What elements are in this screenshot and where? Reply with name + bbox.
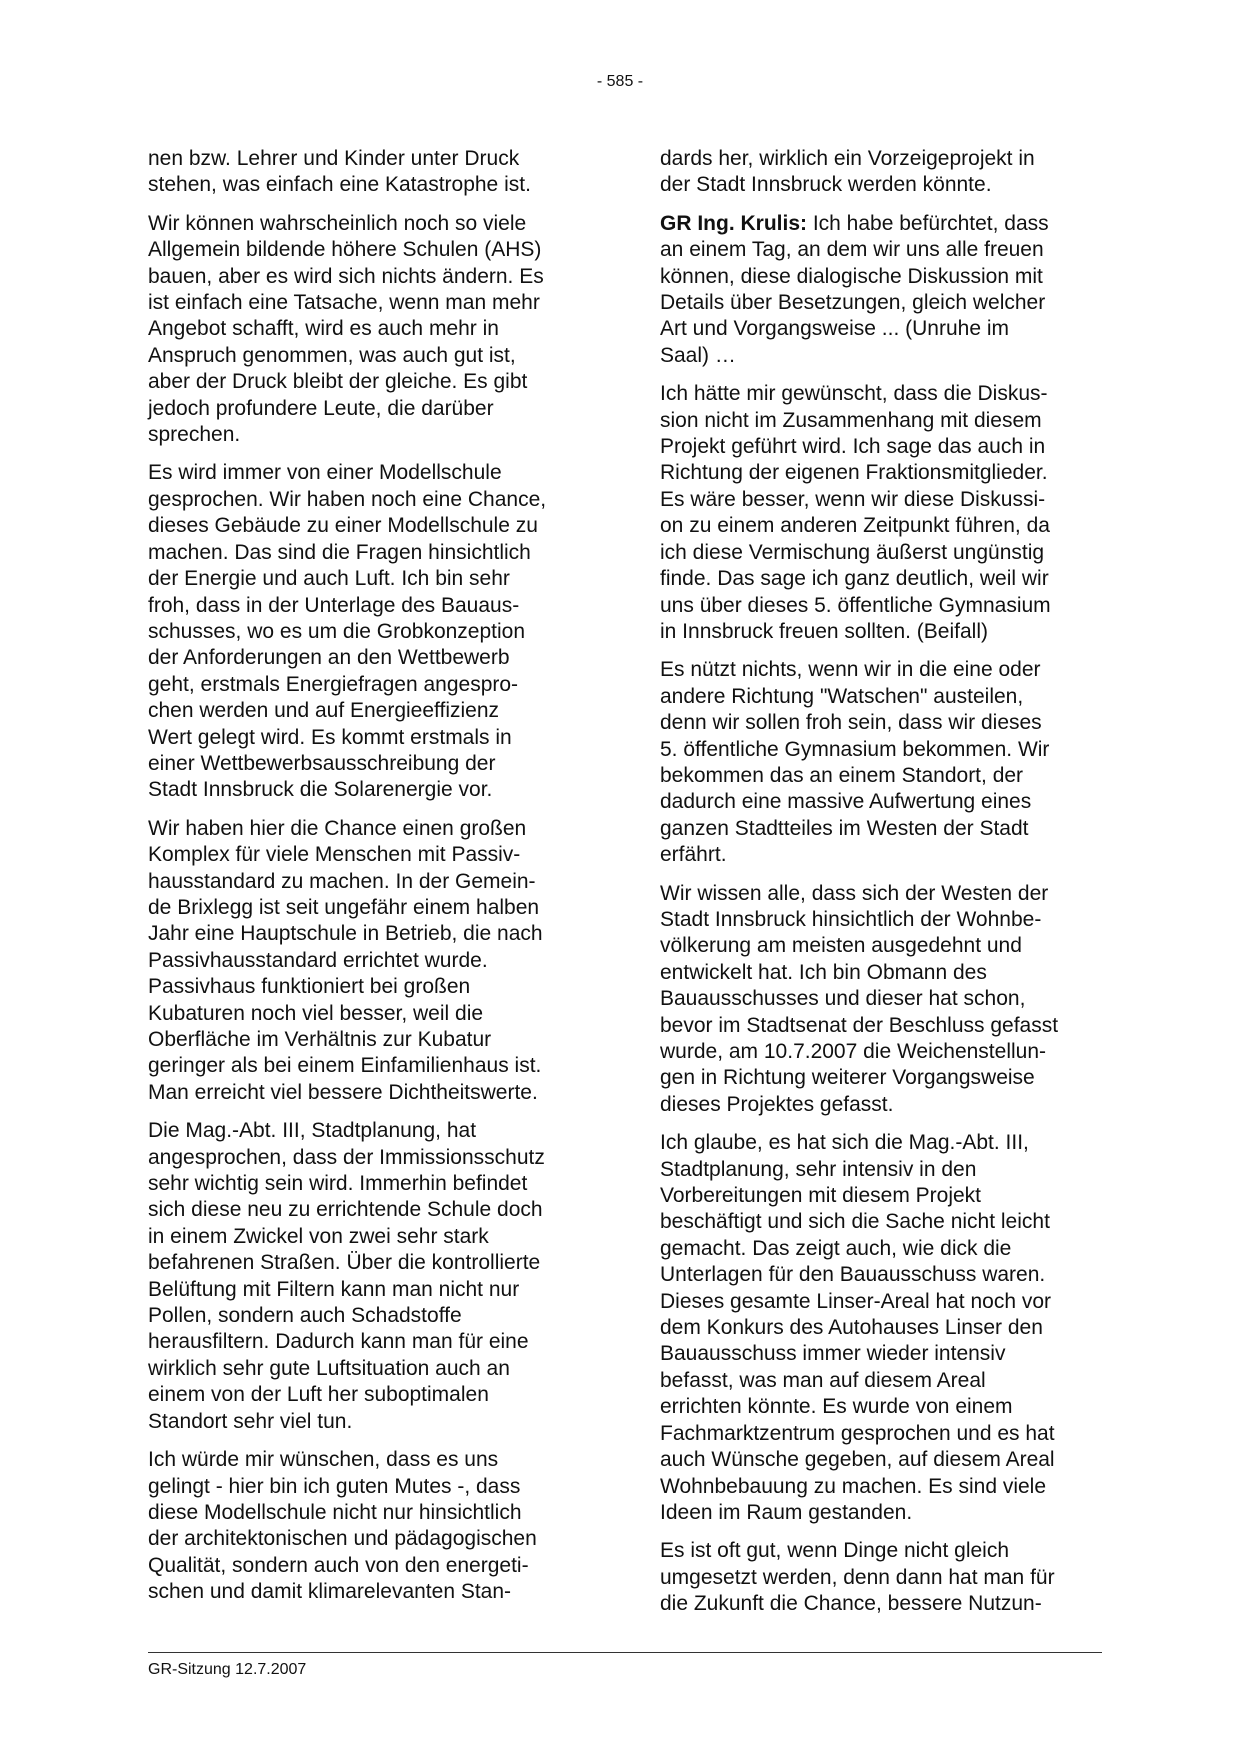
text-line: Standort sehr viel tun. bbox=[148, 1409, 353, 1433]
text-line: Kubaturen noch viel besser, weil die bbox=[148, 1001, 484, 1025]
speaker-name: GR Ing. Krulis: bbox=[660, 211, 807, 235]
text-line: in Innsbruck freuen sollten. (Beifall) bbox=[660, 619, 988, 643]
text-line: sich diese neu zu errichtende Schule doch bbox=[148, 1198, 543, 1222]
text-line: Anspruch genommen, was auch gut ist, bbox=[148, 343, 516, 367]
text-line: Unterlagen für den Bauausschuss waren. bbox=[660, 1263, 1046, 1287]
text-line: befahrenen Straßen. Über die kontrollierte bbox=[148, 1251, 541, 1275]
text-line: Bauausschusses und dieser hat schon, bbox=[660, 987, 1026, 1011]
text-line: froh, dass in der Unterlage des Bauaus- bbox=[148, 593, 520, 617]
text-line: herausfiltern. Dadurch kann man für eine bbox=[148, 1330, 529, 1354]
paragraph bbox=[660, 1538, 1100, 1617]
text-line: Richtung der eigenen Fraktionsmitglieder. bbox=[660, 461, 1048, 485]
footer-divider bbox=[148, 1652, 1102, 1653]
text-line: bauen, aber es wird sich nichts ändern. Es bbox=[148, 264, 544, 288]
text-line: dards her, wirklich ein Vorzeigeprojekt in bbox=[660, 147, 1035, 170]
text-line: 5. öffentliche Gymnasium bekommen. Wir bbox=[660, 737, 1050, 761]
text-line: Stadtplanung, sehr intensiv in den bbox=[660, 1157, 977, 1181]
text-line: erfährt. bbox=[660, 843, 727, 867]
text-line: befasst, was man auf diesem Areal bbox=[660, 1368, 986, 1392]
text-line: schen und damit klimarelevanten Stan- bbox=[148, 1580, 512, 1604]
text-line: hausstandard zu machen. In der Gemein- bbox=[148, 869, 536, 893]
footer-text: GR-Sitzung 12.7.2007 bbox=[148, 1661, 307, 1678]
text-line: dadurch eine massive Aufwertung eines bbox=[660, 790, 1032, 814]
text-line: gemacht. Das zeigt auch, wie dick die bbox=[660, 1236, 1012, 1260]
text-line: sprechen. bbox=[148, 423, 241, 447]
text-line: Es nützt nichts, wenn wir in die eine oder bbox=[660, 658, 1041, 682]
text-line: Vorbereitungen mit diesem Projekt bbox=[660, 1184, 981, 1208]
text-line: Qualität, sondern auch von den energeti- bbox=[148, 1553, 529, 1577]
text-line: nen bzw. Lehrer und Kinder unter Druck bbox=[148, 147, 520, 170]
text-line: an einem Tag, an dem wir uns alle freuen bbox=[660, 238, 1044, 262]
text-line: Ideen im Raum gestanden. bbox=[660, 1500, 913, 1524]
text-line: Die Mag.-Abt. III, Stadtplanung, hat bbox=[148, 1119, 477, 1143]
text-line: dieses Projektes gefasst. bbox=[660, 1092, 894, 1116]
text-line: denn wir sollen froh sein, dass wir dieses bbox=[660, 711, 1042, 735]
text-line: schusses, wo es um die Grobkonzeption bbox=[148, 619, 526, 643]
text-line: Komplex für viele Menschen mit Passiv- bbox=[148, 843, 521, 867]
paragraph bbox=[148, 460, 588, 803]
text-line: einer Wettbewerbsausschreibung der bbox=[148, 751, 496, 775]
paragraph bbox=[148, 211, 588, 449]
text-line: dieses Gebäude zu einer Modellschule zu bbox=[148, 514, 538, 538]
text-line: geringer als bei einem Einfamilienhaus ist. bbox=[148, 1054, 542, 1078]
text-line: sehr wichtig sein wird. Immerhin befindet bbox=[148, 1172, 528, 1196]
text-line: wirklich sehr gute Luftsituation auch an bbox=[148, 1356, 510, 1380]
text-line: Details über Besetzungen, gleich welcher bbox=[660, 291, 1046, 315]
text-line: on zu einem anderen Zeitpunkt führen, da bbox=[660, 514, 1050, 538]
paragraph bbox=[660, 881, 1100, 1119]
text-line: einem von der Luft her suboptimalen bbox=[148, 1383, 489, 1407]
right-column bbox=[660, 146, 1100, 1630]
text-line: Pollen, sondern auch Schadstoffe bbox=[148, 1304, 462, 1328]
speaker-paragraph bbox=[660, 211, 1100, 369]
text-line: völkerung am meisten ausgedehnt und bbox=[660, 934, 1022, 958]
left-column bbox=[148, 146, 588, 1618]
text-line: sion nicht im Zusammenhang mit diesem bbox=[660, 408, 1042, 432]
text-line: Ich hätte mir gewünscht, dass die Diskus- bbox=[660, 382, 1048, 406]
text-line: gesprochen. Wir haben noch eine Chance, bbox=[148, 487, 547, 511]
text-line: entwickelt hat. Ich bin Obmann des bbox=[660, 960, 987, 984]
paragraph bbox=[148, 1118, 588, 1435]
text-line: jedoch profundere Leute, die darüber bbox=[148, 396, 494, 420]
paragraph bbox=[660, 657, 1100, 868]
text-line: Wohnbebauung zu machen. Es sind viele bbox=[660, 1474, 1047, 1498]
text-line: Saal) … bbox=[660, 343, 736, 367]
text-line: der Energie und auch Luft. Ich bin sehr bbox=[148, 567, 510, 591]
text-line: umgesetzt werden, denn dann hat man für bbox=[660, 1565, 1055, 1589]
text-line: Es ist oft gut, wenn Dinge nicht gleich bbox=[660, 1539, 1010, 1563]
text-line: Stadt Innsbruck die Solarenergie vor. bbox=[148, 778, 493, 802]
text-line: Projekt geführt wird. Ich sage das auch in bbox=[660, 435, 1046, 459]
text-line: der Stadt Innsbruck werden könnte. bbox=[660, 173, 992, 197]
text-line: gen in Richtung weiterer Vorgangsweise bbox=[660, 1066, 1035, 1090]
text-line: dem Konkurs des Autohauses Linser den bbox=[660, 1316, 1043, 1340]
text-line: ich diese Vermischung äußerst ungünstig bbox=[660, 540, 1045, 564]
text-line: Dieses gesamte Linser-Areal hat noch vor bbox=[660, 1289, 1052, 1313]
text-line: der Anforderungen an den Wettbewerb bbox=[148, 646, 510, 670]
text-line: die Zukunft die Chance, bessere Nutzun- bbox=[660, 1592, 1042, 1616]
text-line: stehen, was einfach eine Katastrophe ist. bbox=[148, 173, 531, 197]
text-line: machen. Das sind die Fragen hinsichtlich bbox=[148, 540, 531, 564]
text-line: Art und Vorgangsweise ... (Unruhe im bbox=[660, 317, 1010, 341]
text-line: finde. Das sage ich ganz deutlich, weil wir bbox=[660, 567, 1049, 591]
text-line: uns über dieses 5. öffentliche Gymnasium bbox=[660, 593, 1051, 617]
page-number: - 585 - bbox=[596, 73, 644, 90]
text-line: ganzen Stadtteiles im Westen der Stadt bbox=[660, 816, 1029, 840]
text-line: Angebot schafft, wird es auch mehr in bbox=[148, 317, 499, 341]
text-line: diese Modellschule nicht nur hinsichtlich bbox=[148, 1500, 522, 1524]
text-line: können, diese dialogische Diskussion mit bbox=[660, 264, 1043, 288]
text-line: Wir wissen alle, dass sich der Westen der bbox=[660, 881, 1049, 905]
text-line: Fachmarktzentrum gesprochen und es hat bbox=[660, 1421, 1055, 1445]
text-line bbox=[660, 211, 1100, 237]
text-line: Stadt Innsbruck hinsichtlich der Wohnbe- bbox=[660, 907, 1042, 931]
text-line: auch Wünsche gegeben, auf diesem Areal bbox=[660, 1448, 1055, 1472]
text-line: Jahr eine Hauptschule in Betrieb, die nach bbox=[148, 922, 543, 946]
text-line: Bauausschuss immer wieder intensiv bbox=[660, 1342, 1006, 1366]
text-line: bevor im Stadtsenat der Beschluss gefasst bbox=[660, 1013, 1059, 1037]
paragraph bbox=[660, 381, 1100, 645]
text-line: Es wäre besser, wenn wir diese Diskussi- bbox=[660, 487, 1046, 511]
text-line: beschäftigt und sich die Sache nicht leicht bbox=[660, 1210, 1050, 1234]
text-line: Passivhausstandard errichtet wurde. bbox=[148, 948, 488, 972]
text-line: Passivhaus funktioniert bei großen bbox=[148, 975, 471, 999]
text-line: Wert gelegt wird. Es kommt erstmals in bbox=[148, 725, 512, 749]
paragraph bbox=[660, 146, 1100, 199]
text-line: Ich würde mir wünschen, dass es uns bbox=[148, 1448, 499, 1472]
text-line: aber der Druck bleibt der gleiche. Es gibt bbox=[148, 370, 528, 394]
text-line: ist einfach eine Tatsache, wenn man mehr bbox=[148, 291, 540, 315]
text-line: Man erreicht viel bessere Dichtheitswerte. bbox=[148, 1080, 538, 1104]
text-line: de Brixlegg ist seit ungefähr einem halben bbox=[148, 895, 540, 919]
text-line: Wir können wahrscheinlich noch so viele bbox=[148, 211, 527, 235]
text-line: chen werden und auf Energieeffizienz bbox=[148, 699, 500, 723]
text-line: errichten könnte. Es wurde von einem bbox=[660, 1395, 1013, 1419]
text-line: Belüftung mit Filtern kann man nicht nur bbox=[148, 1277, 520, 1301]
text-line: geht, erstmals Energiefragen angespro- bbox=[148, 672, 519, 696]
paragraph bbox=[148, 816, 588, 1106]
text-line: der architektonischen und pädagogischen bbox=[148, 1527, 537, 1551]
text-line: Wir haben hier die Chance einen großen bbox=[148, 816, 527, 840]
text-line: Es wird immer von einer Modellschule bbox=[148, 461, 502, 485]
text-line: in einem Zwickel von zwei sehr stark bbox=[148, 1224, 489, 1248]
text-fragment: Ich habe befürchtet, dass bbox=[807, 211, 1049, 235]
paragraph bbox=[148, 146, 588, 199]
paragraph bbox=[148, 1447, 588, 1605]
text-line: gelingt - hier bin ich guten Mutes -, dass bbox=[148, 1474, 521, 1498]
text-line: Oberfläche im Verhältnis zur Kubatur bbox=[148, 1028, 492, 1051]
paragraph bbox=[660, 1130, 1100, 1526]
text-line: andere Richtung "Watschen" austeilen, bbox=[660, 684, 1024, 708]
text-line: wurde, am 10.7.2007 die Weichenstellun- bbox=[660, 1040, 1047, 1063]
text-line: bekommen das an einem Standort, der bbox=[660, 763, 1024, 787]
text-line: angesprochen, dass der Immissionsschutz bbox=[148, 1145, 545, 1169]
text-line: Ich glaube, es hat sich die Mag.-Abt. III, bbox=[660, 1131, 1029, 1155]
text-line: Allgemein bildende höhere Schulen (AHS) bbox=[148, 238, 542, 262]
